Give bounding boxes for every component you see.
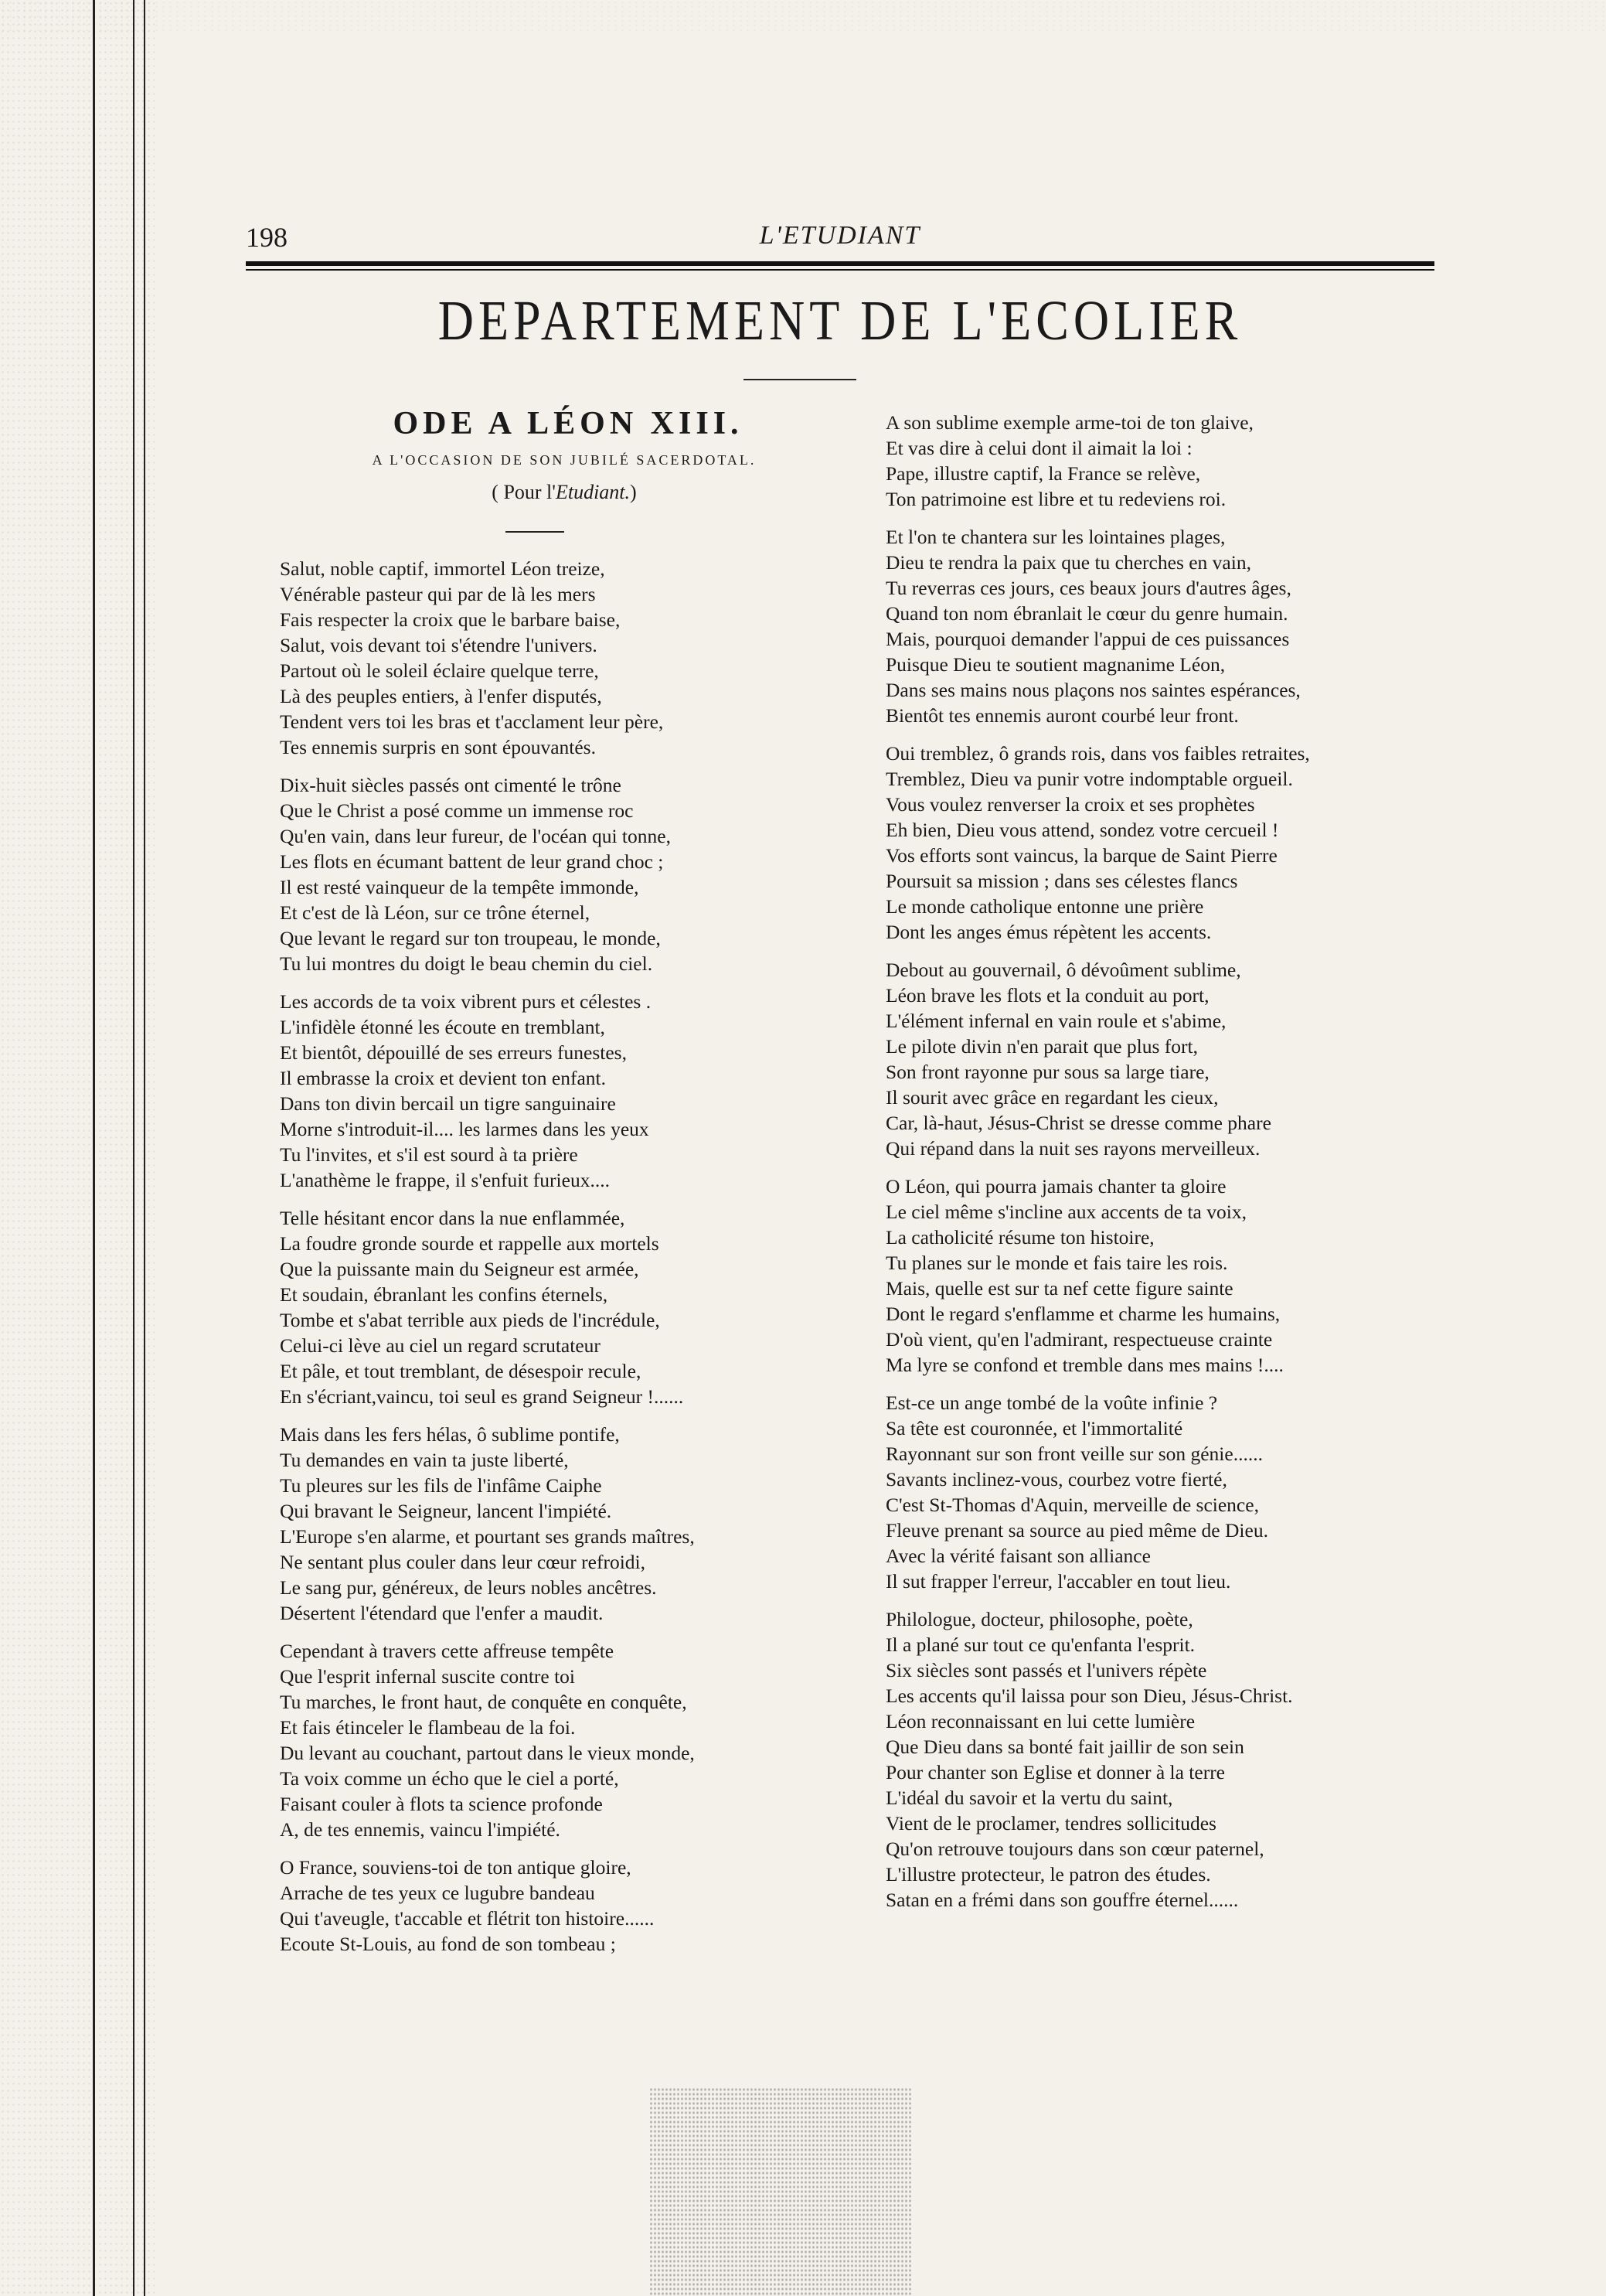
verse-line: Ne sentant plus couler dans leur cœur refroidi,: [280, 1551, 646, 1573]
verse-line: Avec la vérité faisant son alliance: [886, 1545, 1151, 1567]
verse-line: Morne s'introduit-il.... les larmes dans les yeux: [280, 1118, 649, 1140]
verse-line: Vient de le proclamer, tendres sollicitudes: [886, 1812, 1216, 1834]
verse-line: Cependant à travers cette affreuse tempête: [280, 1640, 614, 1662]
verse-line: Salut, vois devant toi s'étendre l'univers.: [280, 634, 597, 656]
verse-line: Rayonnant sur son front veille sur son génie......: [886, 1443, 1263, 1465]
verse-line: Il est resté vainqueur de la tempête immonde,: [280, 876, 639, 898]
stanza: [278, 1638, 850, 1842]
verse-line: Ma lyre se confond et tremble dans mes mains !....: [886, 1354, 1284, 1376]
stanza: [886, 410, 1473, 512]
verse-line: Désertent l'étendard que l'enfer a maudit.: [280, 1602, 604, 1624]
verse-line: Dieu te rendra la paix que tu cherches en vain,: [886, 551, 1251, 574]
poem-title: ODE A LÉON XIII.: [393, 406, 743, 441]
verse-line: O Léon, qui pourra jamais chanter ta gloire: [886, 1175, 1227, 1197]
verse-line: Salut, noble captif, immortel Léon treize,: [280, 557, 605, 580]
verse-line: Qui t'aveugle, t'accable et flétrit ton histoire......: [280, 1907, 655, 1930]
verse-line: Vous voulez renverser la croix et ses prophètes: [886, 793, 1255, 816]
verse-line: Dix-huit siècles passés ont cimenté le trône: [280, 774, 621, 796]
verse-line: En s'écriant,vaincu, toi seul es grand Seigneur !......: [280, 1385, 684, 1408]
verse-line: Vénérable pasteur qui par de là les mers: [280, 583, 596, 605]
verse-line: Dont le regard s'enflamme et charme les humains,: [886, 1303, 1281, 1325]
verse-line: Debout au gouvernail, ô dévoûment sublime,: [886, 959, 1241, 981]
verse-line: Tu demandes en vain ta juste liberté,: [280, 1449, 569, 1471]
verse-line: Là des peuples entiers, à l'enfer disputés,: [280, 685, 602, 707]
verse-line: O France, souviens-toi de ton antique gloire,: [280, 1856, 631, 1879]
verse-line: Le monde catholique entonne une prière: [886, 895, 1204, 918]
verse-line: C'est St-Thomas d'Aquin, merveille de science,: [886, 1494, 1259, 1516]
verse-line: Ta voix comme un écho que le ciel a porté,: [280, 1767, 619, 1790]
stanza: [886, 957, 1473, 1161]
verse-line: Et c'est de là Léon, sur ce trône éternel,: [280, 901, 590, 924]
page-header: [246, 221, 1434, 255]
verse-line: Fleuve prenant sa source au pied même de Dieu.: [886, 1519, 1268, 1541]
verse-line: Partout où le soleil éclaire quelque terre,: [280, 659, 599, 682]
journal-title: L'ETUDIANT: [759, 221, 921, 250]
verse-line: Il sut frapper l'erreur, l'accabler en tout lieu.: [886, 1570, 1231, 1593]
verse-line: Les accents qu'il laissa pour son Dieu, Jésus-Christ.: [886, 1685, 1293, 1707]
verse-line: Tremblez, Dieu va punir votre indomptable orgueil.: [886, 768, 1293, 790]
verse-line: Tendent vers toi les bras et t'acclament leur père,: [280, 710, 664, 733]
verse-line: Et pâle, et tout tremblant, de désespoir recule,: [280, 1360, 641, 1382]
verse-line: Tu marches, le front haut, de conquête en conquête,: [280, 1691, 687, 1713]
verse-line: Mais, pourquoi demander l'appui de ces puissances: [886, 628, 1290, 650]
verse-line: Puisque Dieu te soutient magnanime Léon,: [886, 653, 1226, 676]
left-column: [278, 406, 850, 1969]
verse-line: Le pilote divin n'en parait que plus fort,: [886, 1035, 1198, 1058]
verse-line: Du levant au couchant, partout dans le vieux monde,: [280, 1742, 695, 1764]
verse-line: Oui tremblez, ô grands rois, dans vos faibles retraites,: [886, 742, 1310, 765]
header-rule: [246, 261, 1434, 266]
dedication-prefix: ( Pour l': [492, 481, 556, 503]
verse-line: La foudre gronde sourde et rappelle aux mortels: [280, 1232, 659, 1255]
verse-line: Tu reverras ces jours, ces beaux jours d'autres âges,: [886, 577, 1291, 599]
verse-line: Il embrasse la croix et devient ton enfant.: [280, 1067, 607, 1089]
verse-line: Fais respecter la croix que le barbare baise,: [280, 608, 621, 631]
stanza: [886, 1174, 1473, 1378]
scan-border-line: [144, 0, 145, 2296]
verse-line: Qu'on retrouve toujours dans son cœur paternel,: [886, 1838, 1264, 1860]
header-rule-thin: [246, 269, 1434, 271]
verse-line: Dans ses mains nous plaçons nos saintes espérances,: [886, 679, 1301, 701]
verse-line: Est-ce un ange tombé de la voûte infinie ?: [886, 1392, 1218, 1414]
verse-line: Satan en a frémi dans son gouffre éternel......: [886, 1889, 1239, 1911]
verse-line: Quand ton nom ébranlait le cœur du genre humain.: [886, 602, 1288, 625]
left-stanzas: [278, 556, 850, 1957]
scan-noise: [0, 0, 155, 2296]
verse-line: Le ciel même s'incline aux accents de ta voix,: [886, 1201, 1247, 1223]
verse-line: Tu planes sur le monde et fais taire les rois.: [886, 1252, 1228, 1274]
dedication-suffix: ): [630, 481, 637, 503]
verse-line: L'Europe s'en alarme, et pourtant ses grands maîtres,: [280, 1525, 695, 1548]
verse-line: Telle hésitant encor dans la nue enflammée,: [280, 1207, 625, 1229]
verse-line: Tu lui montres du doigt le beau chemin du ciel.: [280, 952, 653, 975]
verse-line: L'anathème le frappe, il s'enfuit furieux....: [280, 1169, 610, 1191]
verse-line: Tu pleures sur les fils de l'infâme Caiphe: [280, 1474, 602, 1497]
scan-border-line: [133, 0, 134, 2296]
verse-line: Dont les anges émus répètent les accents.: [886, 921, 1212, 943]
verse-line: Faisant couler à flots ta science profonde: [280, 1793, 603, 1815]
right-column: [886, 410, 1473, 1925]
scan-border-line: [93, 0, 95, 2296]
verse-line: Sa tête est couronnée, et l'immortalité: [886, 1417, 1183, 1439]
verse-line: Son front rayonne pur sous sa large tiare,: [886, 1061, 1210, 1083]
verse-line: La catholicité résume ton histoire,: [886, 1226, 1155, 1248]
verse-line: Léon reconnaissant en lui cette lumière: [886, 1710, 1196, 1732]
verse-line: Eh bien, Dieu vous attend, sondez votre cercueil !: [886, 819, 1279, 841]
verse-line: Que l'esprit infernal suscite contre toi: [280, 1665, 576, 1688]
verse-line: Léon brave les flots et la conduit au port,: [886, 984, 1210, 1007]
verse-line: Dans ton divin bercail un tigre sanguinaire: [280, 1092, 616, 1115]
poem-occasion: A L'OCCASION DE SON JUBILÉ SACERDOTAL.: [372, 452, 757, 468]
verse-line: L'illustre protecteur, le patron des études.: [886, 1863, 1211, 1886]
verse-line: Pape, illustre captif, la France se relève,: [886, 462, 1201, 485]
verse-line: Et soudain, ébranlant les confins éternels,: [280, 1283, 608, 1306]
verse-line: Que levant le regard sur ton troupeau, le monde,: [280, 927, 661, 949]
stanza: [886, 1390, 1473, 1594]
verse-line: Savants inclinez-vous, courbez votre fierté,: [886, 1468, 1227, 1490]
scan-smudge: [649, 2087, 912, 2296]
verse-line: Et vas dire à celui dont il aimait la loi :: [886, 437, 1193, 459]
verse-line: Bientôt tes ennemis auront courbé leur front.: [886, 704, 1239, 727]
verse-line: Que la puissante main du Seigneur est armée,: [280, 1258, 639, 1280]
verse-line: L'élément infernal en vain roule et s'abime,: [886, 1010, 1227, 1032]
verse-line: Que Dieu dans sa bonté fait jaillir de son sein: [886, 1736, 1244, 1758]
verse-line: Et fais étinceler le flambeau de la foi.: [280, 1716, 576, 1739]
verse-line: Car, là-haut, Jésus-Christ se dresse comme phare: [886, 1112, 1271, 1134]
verse-line: Qui bravant le Seigneur, lancent l'impiété.: [280, 1500, 612, 1522]
verse-line: Ecoute St-Louis, au fond de son tombeau ;: [280, 1933, 616, 1955]
stanza: [886, 1606, 1473, 1913]
poem-divider: [505, 531, 564, 533]
stanza: [886, 524, 1473, 728]
section-title: DEPARTEMENT DE L'ECOLIER: [437, 288, 1243, 353]
verse-line: Et bientôt, dépouillé de ses erreurs funestes,: [280, 1041, 627, 1064]
stanza: [278, 772, 850, 976]
verse-line: Ton patrimoine est libre et tu redeviens roi.: [886, 488, 1227, 510]
poem-dedication: [278, 479, 850, 505]
verse-line: Six siècles sont passés et l'univers répète: [886, 1659, 1207, 1681]
right-stanzas: [886, 410, 1473, 1913]
verse-line: L'infidèle étonné les écoute en tremblant,: [280, 1016, 605, 1038]
title-divider: [743, 379, 856, 380]
verse-line: Arrache de tes yeux ce lugubre bandeau: [280, 1882, 595, 1904]
verse-line: Il a plané sur tout ce qu'enfanta l'esprit.: [886, 1633, 1196, 1656]
verse-line: L'idéal du savoir et la vertu du saint,: [886, 1787, 1173, 1809]
verse-line: A, de tes ennemis, vaincu l'impiété.: [280, 1818, 560, 1841]
verse-line: Qu'en vain, dans leur fureur, de l'océan qui tonne,: [280, 825, 671, 847]
verse-line: Les flots en écumant battent de leur grand choc ;: [280, 850, 664, 873]
stanza: [886, 741, 1473, 945]
verse-line: Mais dans les fers hélas, ô sublime pontife,: [280, 1423, 620, 1446]
stanza: [278, 556, 850, 760]
verse-line: Tu l'invites, et s'il est sourd à ta prière: [280, 1143, 578, 1166]
verse-line: Les accords de ta voix vibrent purs et célestes .: [280, 990, 652, 1013]
verse-line: Qui répand dans la nuit ses rayons merveilleux.: [886, 1137, 1261, 1160]
verse-line: A son sublime exemple arme-toi de ton glaive,: [886, 411, 1254, 434]
verse-line: Pour chanter son Eglise et donner à la terre: [886, 1761, 1226, 1783]
verse-line: Il sourit avec grâce en regardant les cieux,: [886, 1086, 1219, 1109]
verse-line: Poursuit sa mission ; dans ses célestes flancs: [886, 870, 1238, 892]
verse-line: Le sang pur, généreux, de leurs nobles ancêtres.: [280, 1576, 657, 1599]
verse-line: D'où vient, qu'en l'admirant, respectueuse crainte: [886, 1328, 1273, 1351]
verse-line: Que le Christ a posé comme un immense roc: [280, 799, 634, 822]
verse-line: Celui-ci lève au ciel un regard scrutateur: [280, 1334, 601, 1357]
stanza: [278, 1205, 850, 1409]
verse-line: Et l'on te chantera sur les lointaines plages,: [886, 526, 1226, 548]
stanza: [278, 1422, 850, 1626]
stanza: [278, 989, 850, 1193]
scan-noise-top: [0, 0, 1606, 31]
verse-line: Tes ennemis surpris en sont épouvantés.: [280, 736, 596, 758]
verse-line: Tombe et s'abat terrible aux pieds de l'incrédule,: [280, 1309, 660, 1331]
page-number: 198: [246, 222, 288, 253]
verse-line: Philologue, docteur, philosophe, poète,: [886, 1608, 1193, 1630]
stanza: [278, 1855, 850, 1957]
dedication-italic: Etudiant.: [555, 481, 631, 503]
verse-line: Vos efforts sont vaincus, la barque de Saint Pierre: [886, 844, 1278, 867]
verse-line: Mais, quelle est sur ta nef cette figure sainte: [886, 1277, 1233, 1300]
